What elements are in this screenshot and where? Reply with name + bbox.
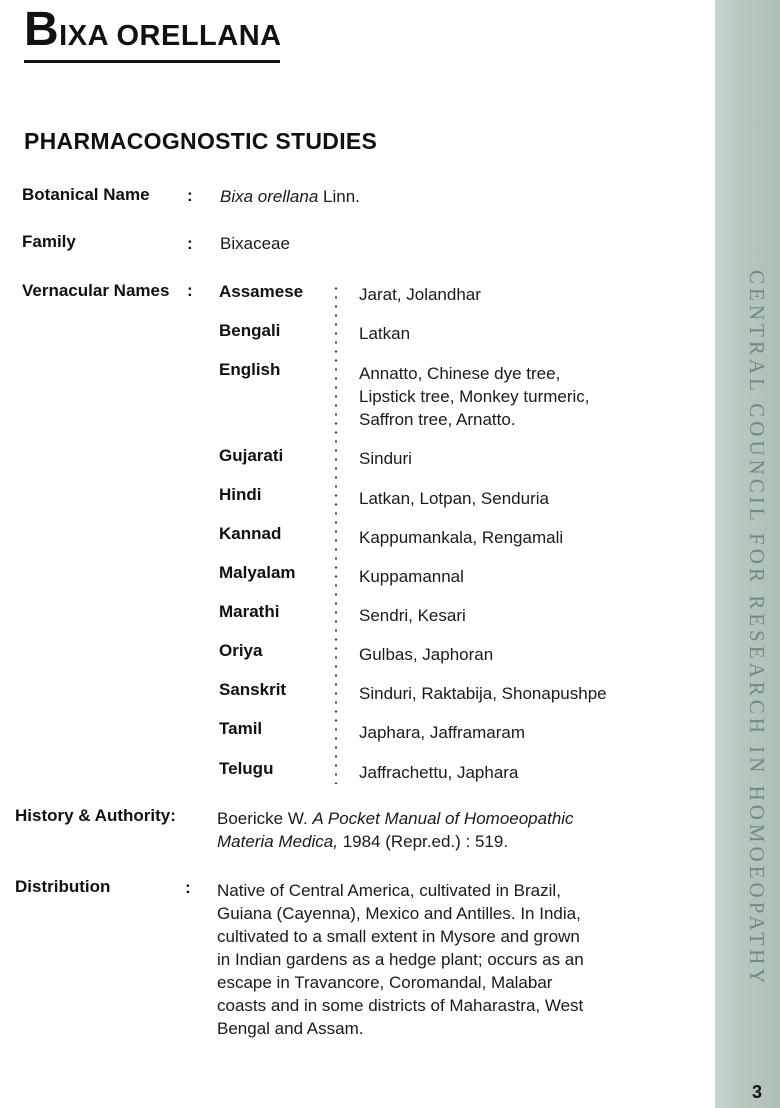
distribution-line: Bengal and Assam. bbox=[217, 1019, 364, 1038]
names-malyalam: Kuppamannal bbox=[359, 567, 464, 586]
history-author: Boericke W. bbox=[217, 809, 313, 828]
lang-kannad: Kannad bbox=[219, 524, 282, 543]
section-heading: PHARMACOGNOSTIC STUDIES bbox=[24, 128, 378, 154]
lang-telugu: Telugu bbox=[219, 759, 274, 778]
lang-gujarati: Gujarati bbox=[219, 446, 284, 465]
history-edition: 1984 (Repr.ed.) : 519. bbox=[337, 832, 509, 851]
names-english-line: Annatto, Chinese dye tree, bbox=[359, 364, 561, 383]
names-english-line: Saffron tree, Arnatto. bbox=[359, 410, 516, 429]
distribution-line: Guiana (Cayenna), Mexico and Antilles. In India, bbox=[217, 904, 581, 923]
names-hindi: Latkan, Lotpan, Senduria bbox=[359, 489, 549, 508]
history-book-title: A Pocket Manual of Homoeopathic bbox=[312, 809, 574, 828]
distribution-line: in Indian gardens as a hedge plant; occurs as an bbox=[217, 950, 584, 969]
page-title bbox=[24, 3, 282, 56]
lang-oriya: Oriya bbox=[219, 641, 263, 660]
lang-assamese: Assamese bbox=[219, 282, 304, 301]
vernacular-names-colon: : bbox=[187, 281, 193, 300]
lang-hindi: Hindi bbox=[219, 485, 262, 504]
title-initial: B bbox=[24, 3, 60, 56]
names-assamese: Jarat, Jolandhar bbox=[359, 285, 481, 304]
title-rest: IXA ORELLANA bbox=[59, 20, 282, 52]
names-gujarati: Sinduri bbox=[359, 449, 412, 468]
lang-bengali: Bengali bbox=[219, 321, 281, 340]
names-tamil: Japhara, Jafframaram bbox=[359, 723, 525, 742]
names-oriya: Gulbas, Japhoran bbox=[359, 645, 494, 664]
botanical-name-authority: Linn. bbox=[318, 187, 360, 206]
family-label: Family bbox=[22, 232, 76, 251]
botanical-name-colon: : bbox=[187, 186, 193, 205]
distribution-line: Native of Central America, cultivated in Brazil, bbox=[217, 881, 561, 900]
botanical-name-value bbox=[220, 187, 360, 207]
dotted-separator bbox=[335, 284, 337, 784]
names-telugu: Jaffrachettu, Japhara bbox=[359, 763, 519, 782]
lang-malyalam: Malyalam bbox=[219, 563, 296, 582]
history-book-title-cont: Materia Medica, bbox=[217, 832, 338, 851]
names-bengali: Latkan bbox=[359, 324, 411, 343]
distribution-colon: : bbox=[185, 878, 191, 897]
title-underline bbox=[24, 60, 280, 63]
names-marathi: Sendri, Kesari bbox=[359, 606, 466, 625]
distribution-text bbox=[217, 879, 629, 1040]
history-authority-value bbox=[217, 807, 629, 853]
lang-marathi: Marathi bbox=[219, 602, 280, 621]
page-number: 3 bbox=[752, 1082, 763, 1102]
distribution-line: coasts and in some districts of Maharastra, West bbox=[217, 996, 584, 1015]
distribution-label: Distribution bbox=[15, 877, 111, 896]
lang-sanskrit: Sanskrit bbox=[219, 680, 287, 699]
names-english-line: Lipstick tree, Monkey turmeric, bbox=[359, 387, 590, 406]
vernacular-names-label: Vernacular Names bbox=[22, 281, 170, 300]
names-kannad: Kappumankala, Rengamali bbox=[359, 528, 564, 547]
spine-publisher-text: CENTRAL COUNCIL FOR RESEARCH IN HOMOEOPATHY bbox=[745, 270, 769, 988]
family-value: Bixaceae bbox=[220, 234, 290, 253]
botanical-name-italic: Bixa orellana bbox=[220, 187, 319, 206]
names-english bbox=[359, 362, 590, 431]
lang-tamil: Tamil bbox=[219, 719, 263, 738]
botanical-name-label: Botanical Name bbox=[22, 185, 150, 204]
family-colon: : bbox=[187, 234, 193, 253]
names-sanskrit: Sinduri, Raktabija, Shonapushpe bbox=[359, 684, 607, 703]
history-authority-label: History & Authority: bbox=[15, 806, 176, 825]
distribution-line: cultivated to a small extent in Mysore and grown bbox=[217, 927, 580, 946]
distribution-line: escape in Travancore, Coromandal, Malabar bbox=[217, 973, 553, 992]
lang-english: English bbox=[219, 360, 281, 379]
